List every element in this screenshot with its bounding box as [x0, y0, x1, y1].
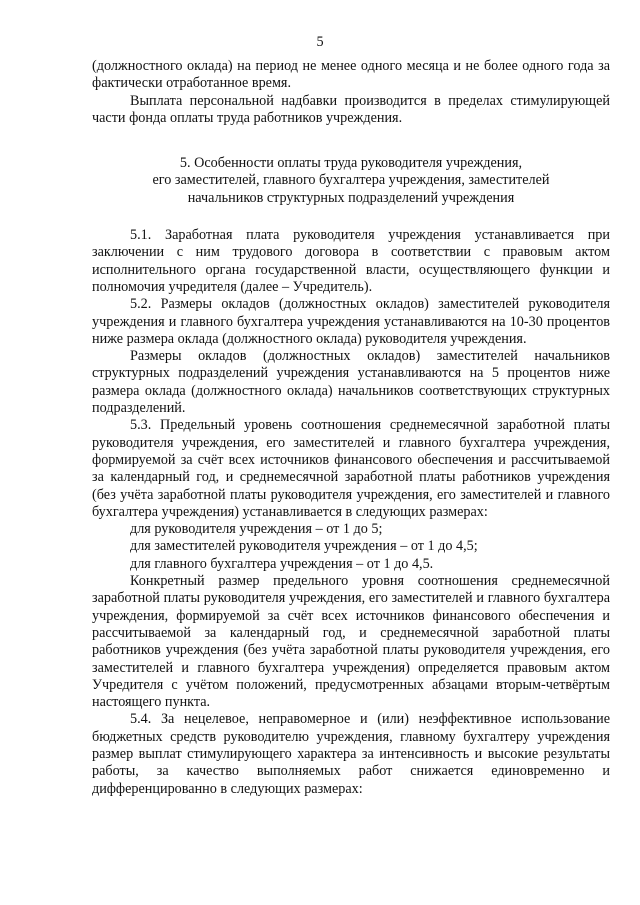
paragraph-personal-allowance: Выплата персональной надбавки производится в пределах стимулирующей части фонда оплаты труда работников учреждения. [92, 92, 610, 126]
section-heading [92, 155, 610, 207]
paragraph-5-1: 5.1. Заработная плата руководителя учреждения устанавливается при заключении с ним трудового договора в соответствии с правовым актом исполнительного органа государственной власти, осуществляющего функции и полномочия учредителя (далее – Учредитель). [92, 227, 610, 295]
section-heading-line: его заместителей, главного бухгалтера учреждения, заместителей [152, 172, 550, 189]
paragraph-5-4: 5.4. За нецелевое, неправомерное и (или) неэффективное использование бюджетных средств руководителю учреждения, главному бухгалтеру учреждения размер выплат стимулирующего характера за интенсивность и высокие результаты работы, за качество выполняемых работ снижается единовременно и дифференцированно в следующих размерах: [92, 711, 610, 797]
paragraph-5-2: 5.2. Размеры окладов (должностных окладов) заместителей руководителя учреждения и главного бухгалтера учреждения устанавливаются на 10-30 процентов ниже размера оклада (должностного оклада) руководителя учреждения. [92, 296, 610, 347]
ratio-list-item: для руководителя учреждения – от 1 до 5; [130, 521, 383, 538]
section-heading-line: 5. Особенности оплаты труда руководителя учреждения, [179, 155, 523, 172]
document-body [92, 58, 610, 798]
paragraph-5-3-specific: Конкретный размер предельного уровня соотношения среднемесячной заработной платы руководителя учреждения, его заместителей и главного бухгалтера учреждения, формируемой за счёт всех источников финансового обеспечения и рассчитываемой за календарный год, и среднемесячной заработной платы работников учреждения (без учёта заработной платы руководителя учреждения, его заместителей и главного бухгалтера учреждения) определяется правовым актом Учредителя с учётом положений, предусмотренных абзацами вторым-четвёртым настоящего пункта. [92, 573, 610, 711]
paragraph-5-3: 5.3. Предельный уровень соотношения среднемесячной заработной платы руководителя учреждения, его заместителей и главного бухгалтера учреждения, формируемой за счёт всех источников финансового обеспечения и рассчитываемой за календарный год, и среднемесячной заработной платы работников учреждения (без учёта заработной платы руководителя учреждения, его заместителей и главного бухгалтера учреждения) устанавливается в следующих размерах: [92, 417, 610, 520]
ratio-list-item: для заместителей руководителя учреждения – от 1 до 4,5; [130, 538, 478, 555]
paragraph-continuation: (должностного оклада) на период не менее одного месяца и не более одного года за фактически отработанное время. [92, 58, 610, 92]
ratio-list-item: для главного бухгалтера учреждения – от 1 до 4,5. [130, 555, 434, 572]
page-number: 5 [316, 34, 324, 50]
paragraph-5-2-deputies: Размеры окладов (должностных окладов) заместителей начальников структурных подразделений учреждения устанавливаются на 5 процентов ниже размера оклада (должностного оклада) начальников соответствующих структурных подразделений. [92, 348, 610, 417]
section-heading-line: начальников структурных подразделений учреждения [187, 189, 515, 206]
